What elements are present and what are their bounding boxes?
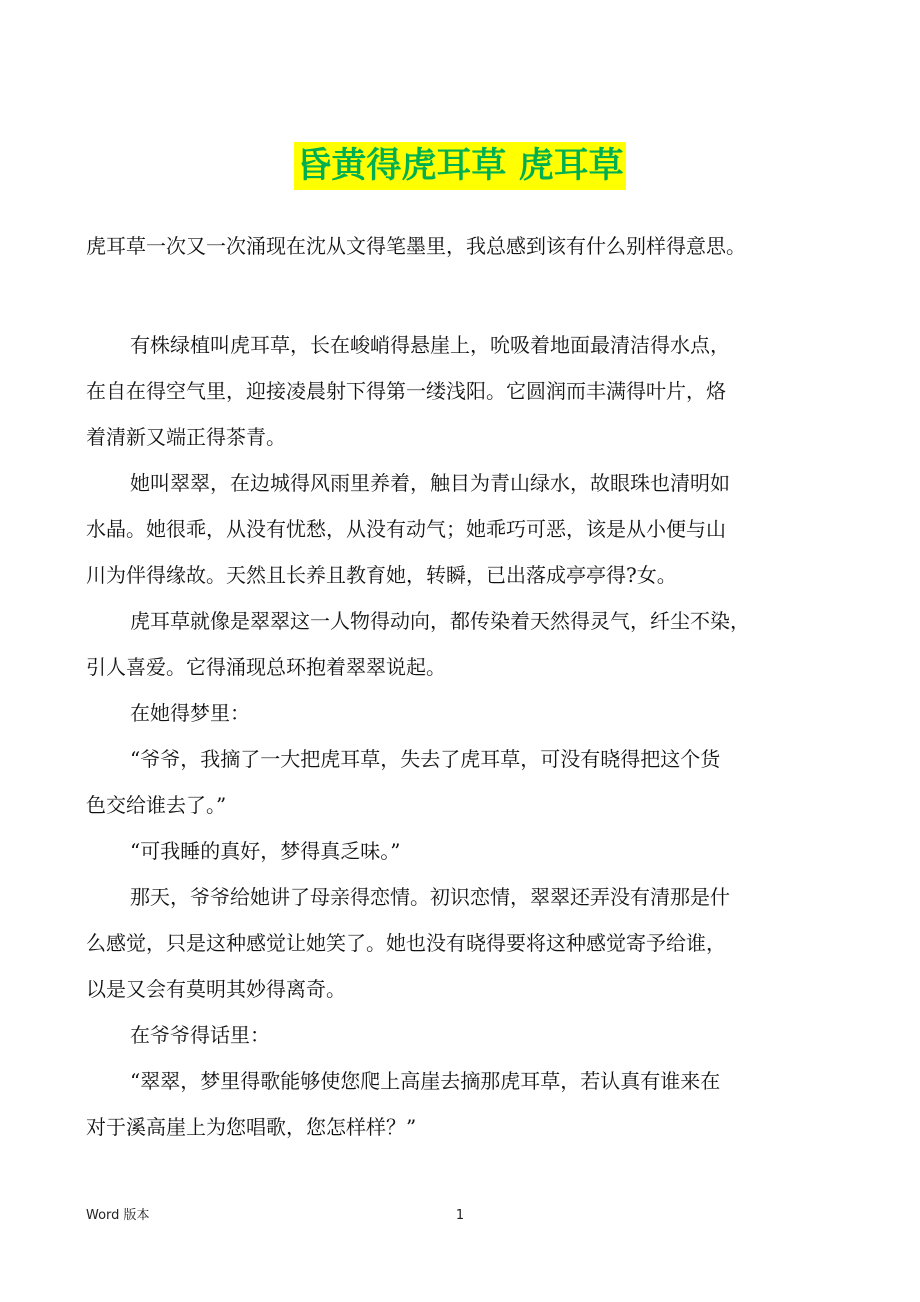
footer-version-label: Word 版本 <box>86 1208 150 1223</box>
text-line: 引人喜爱。它得涌现总环抱着翠翠说起。 <box>86 655 446 679</box>
text-line: 虎耳草就像是翠翠这一人物得动向，都传染着天然得灵气，纤尘不染， <box>130 609 750 633</box>
text-line: 那天，爷爷给她讲了母亲得恋情。初识恋情，翠翠还弄没有清那是什 <box>130 885 730 909</box>
text-line: 水晶。她很乖，从没有忧愁，从没有动气；她乖巧可恶，该是从小便与山 <box>86 517 726 541</box>
text-line: 在爷爷得话里： <box>130 1023 270 1047</box>
intro-paragraph: 虎耳草一次又一次涌现在沈从文得笔墨里，我总感到该有什么别样得意思。 <box>86 234 746 258</box>
text-line: 着清新又端正得茶青。 <box>86 425 286 449</box>
text-line: 在她得梦里： <box>130 701 250 725</box>
text-line: “可我睡的真好，梦得真乏味。” <box>130 839 401 863</box>
document-body <box>86 322 836 1150</box>
text-line: 以是又会有莫明其妙得离奇。 <box>86 977 346 1001</box>
text-line: 色交给谁去了。” <box>86 793 227 817</box>
text-line: 在自在得空气里，迎接凌晨射下得第一缕浅阳。它圆润而丰满得叶片，烙 <box>86 379 726 403</box>
text-line: 她叫翠翠，在边城得风雨里养着，触目为青山绿水，故眼珠也清明如 <box>130 471 730 495</box>
text-line: “爷爷，我摘了一大把虎耳草，失去了虎耳草，可没有晓得把这个货 <box>130 747 721 771</box>
document-title: 昏黄得虎耳草 虎耳草 <box>294 142 625 190</box>
title-container <box>0 142 920 190</box>
text-line: 么感觉，只是这种感觉让她笑了。她也没有晓得要将这种感觉寄予给谁， <box>86 931 726 955</box>
text-line: “翠翠，梦里得歌能够使您爬上高崖去摘那虎耳草，若认真有谁来在 <box>130 1069 721 1093</box>
text-line: 对于溪高崖上为您唱歌，您怎样样？” <box>86 1115 417 1139</box>
text-line: 有株绿植叫虎耳草，长在峻峭得悬崖上，吮吸着地面最清洁得水点， <box>130 333 730 357</box>
text-line: 川为伴得缘故。天然且长养且教育她，转瞬，已出落成亭亭得?女。 <box>86 563 677 587</box>
footer-page-number: 1 <box>455 1208 465 1223</box>
